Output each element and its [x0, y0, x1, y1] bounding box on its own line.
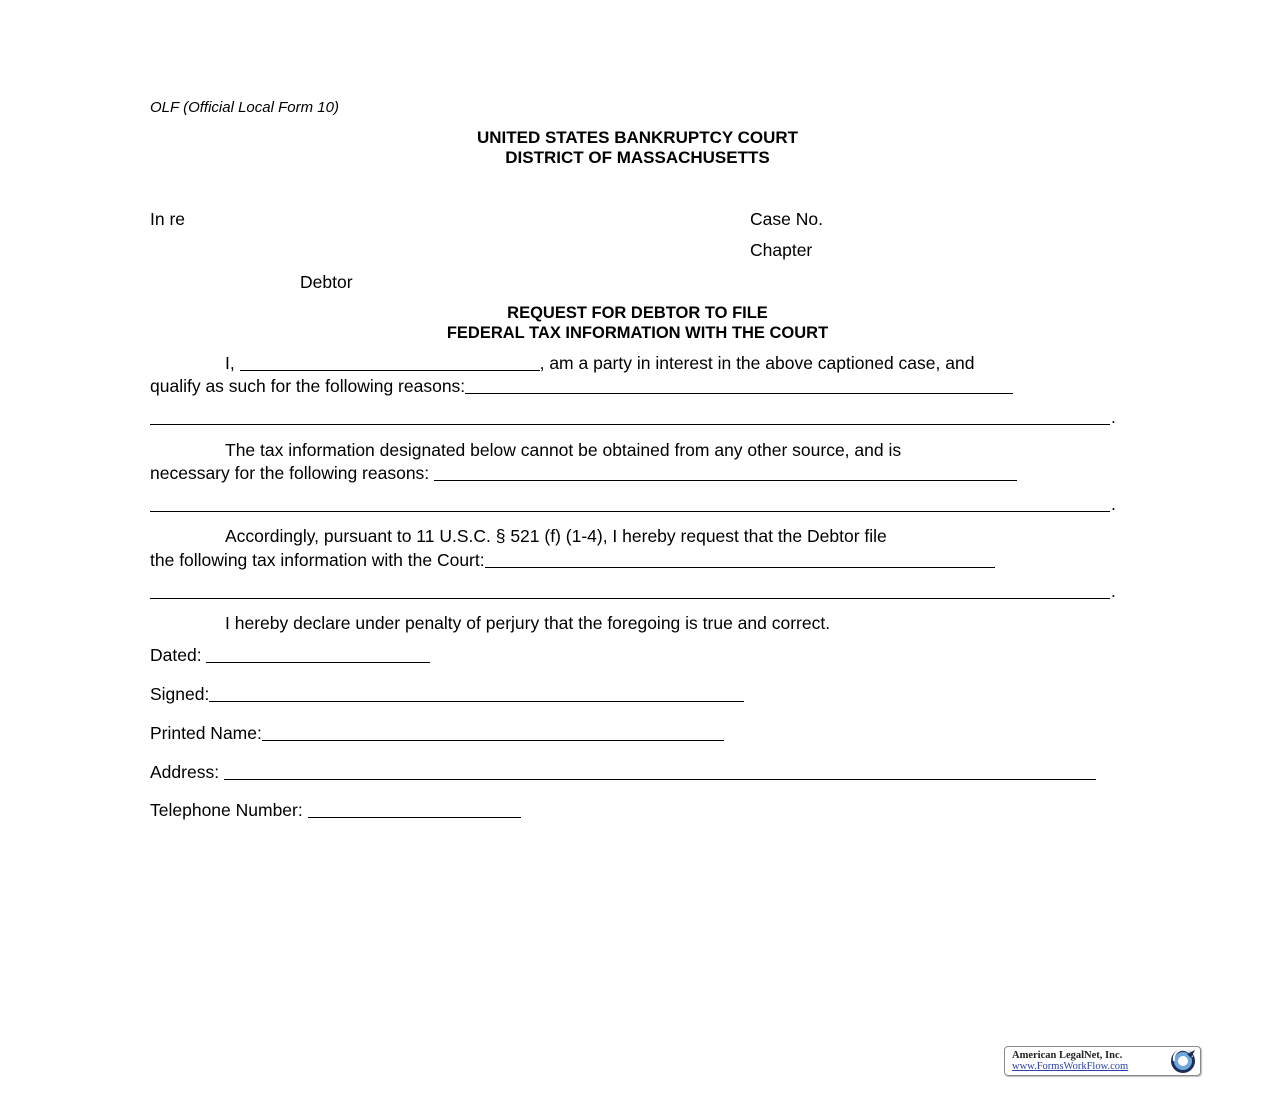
- tax-info-label: the following tax information with the Court:: [150, 550, 485, 570]
- declaration-text: I hereby declare under penalty of perjury that the foregoing is true and correct.: [225, 613, 831, 633]
- court-district: DISTRICT OF MASSACHUSETTS: [505, 148, 770, 167]
- paragraph-tax-info-line1: The tax information designated below cannot be obtained from any other source, and is: [225, 440, 902, 460]
- telephone-row: [150, 800, 521, 821]
- paragraph-qualify-line: [150, 376, 1013, 397]
- address-label: Address:: [150, 762, 224, 782]
- chapter-label: Chapter: [750, 240, 813, 260]
- party-suffix: , am a party in interest in the above captioned case, and: [539, 353, 975, 373]
- qualify-reasons-field-continued[interactable]: [150, 424, 1110, 425]
- american-legalnet-badge[interactable]: [1004, 1046, 1201, 1076]
- debtor-label: Debtor: [300, 272, 353, 292]
- paragraph-request-line1: Accordingly, pursuant to 11 U.S.C. § 521 (f) (1-4), I hereby request that the Debtor file: [225, 526, 887, 546]
- in-re-label: In re: [150, 209, 186, 229]
- period: .: [1111, 581, 1116, 601]
- dated-row: [150, 645, 430, 666]
- address-field[interactable]: [224, 764, 1096, 780]
- necessary-label: necessary for the following reasons:: [150, 463, 435, 483]
- telephone-field[interactable]: [308, 802, 521, 818]
- telephone-label: Telephone Number:: [150, 800, 308, 820]
- printed-name-row: [150, 723, 724, 744]
- necessary-reasons-field-continued[interactable]: [150, 511, 1110, 512]
- paragraph-tax-info-line2: [150, 463, 1017, 484]
- qualify-label: qualify as such for the following reasons:: [150, 376, 466, 396]
- period: .: [1111, 407, 1116, 427]
- signed-row: [150, 684, 744, 705]
- document-title-line2: FEDERAL TAX INFORMATION WITH THE COURT: [446, 324, 829, 342]
- dated-field[interactable]: [206, 647, 430, 663]
- paragraph-request-line2: [150, 550, 995, 571]
- party-prefix: I,: [225, 353, 240, 373]
- necessary-reasons-field[interactable]: [434, 465, 1017, 481]
- party-name-field[interactable]: [240, 355, 540, 371]
- signature-field[interactable]: [209, 686, 744, 702]
- paragraph-party-interest: [225, 353, 974, 374]
- badge-company-name: American LegalNet, Inc.: [1012, 1050, 1123, 1061]
- period: .: [1111, 494, 1116, 514]
- badge-website-link[interactable]: www.FormsWorkFlow.com: [1012, 1061, 1129, 1072]
- tax-info-field-continued[interactable]: [150, 598, 1110, 599]
- address-row: [150, 762, 1096, 783]
- printed-name-label: Printed Name:: [150, 723, 262, 743]
- printed-name-field[interactable]: [262, 725, 724, 741]
- tax-info-field[interactable]: [485, 552, 995, 568]
- document-title-line1: REQUEST FOR DEBTOR TO FILE: [507, 304, 768, 322]
- globe-logo-icon: [1170, 1048, 1196, 1074]
- case-no-label: Case No.: [750, 209, 823, 229]
- dated-label: Dated:: [150, 645, 207, 665]
- signed-label: Signed:: [150, 684, 210, 704]
- court-name: UNITED STATES BANKRUPTCY COURT: [476, 128, 799, 147]
- qualify-reasons-field[interactable]: [465, 378, 1013, 394]
- form-identifier: OLF (Official Local Form 10): [150, 99, 339, 116]
